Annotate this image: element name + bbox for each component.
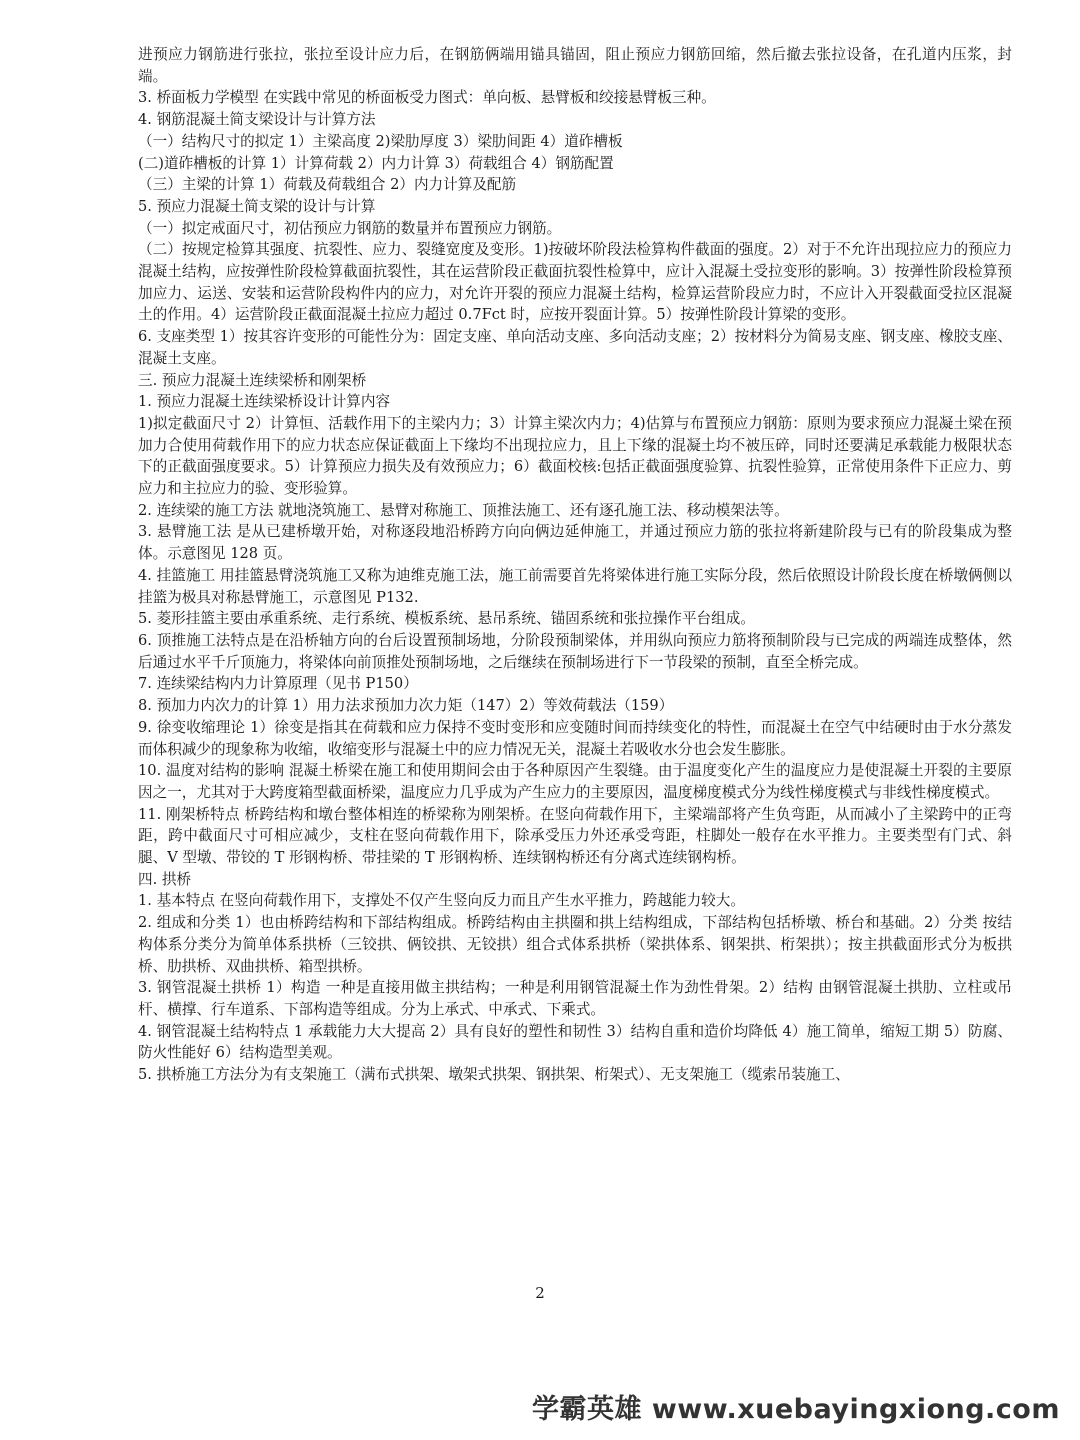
- paragraph: （一）拟定戒面尺寸，初估预应力钢筋的数量并布置预应力钢筋。: [138, 219, 562, 237]
- paragraph: 10. 温度对结构的影响 混凝土桥梁在施工和使用期间会由于各种原因产生裂缝。由于温度变化产生的温度应力是使混凝土开裂的主要原因之一，尤其对于大跨度箱型截面桥梁，温度应力几乎成为产生应力的主要原因，温度梯度模式分为线性梯度模式与非线性梯度模式。: [138, 762, 1012, 801]
- paragraph: 9. 徐变收缩理论 1）徐变是指其在荷载和应力保持不变时变形和应变随时间而持续变化的特性，而混凝土在空气中结硬时由于水分蒸发而体积减少的现象称为收缩，收缩变形与混凝土中的应力情况无关，混凝土若吸收水分也会发生膨胀。: [138, 718, 1012, 758]
- paragraph: 11. 刚架桥特点 桥跨结构和墩台整体相连的桥梁称为刚架桥。在竖向荷载作用下，主梁端部将产生负弯距，从而减小了主梁跨中的正弯距，跨中截面尺寸可相应减少，支柱在竖向荷载作用下，除承受压力外还承受弯距，柱脚处一般存在水平推力。主要类型有门式、斜腿、V 型墩、带铰的 T 形钢构桥、带挂梁的 T 形钢构桥、连续钢构桥还有分离式连续钢构桥。: [138, 805, 1012, 867]
- paragraph: 5. 菱形挂篮主要由承重系统、走行系统、模板系统、悬吊系统、锚固系统和张拉操作平台组成。: [138, 610, 755, 628]
- paragraph: 4. 钢管混凝土结构特点 1 承载能力大大提高 2）具有良好的塑性和韧性 3）结构自重和造价均降低 4）施工简单，缩短工期 5）防腐、防火性能好 6）结构造型美观。: [138, 1022, 1012, 1062]
- paragraph: 8. 预加力内次力的计算 1）用力法求预加力次力矩（147）2）等效荷载法（159）: [138, 697, 674, 715]
- paragraph: 5. 预应力混凝土简支梁的设计与计算: [138, 197, 376, 215]
- paragraph: 4. 挂篮施工 用挂篮悬臂浇筑施工又称为迪维克施工法，施工前需要首先将梁体进行施工实际分段，然后依照设计阶段长度在桥墩俩侧以挂篮为极具对称悬臂施工，示意图见 P132.: [138, 566, 1012, 606]
- paragraph: (二)道砟槽板的计算 1）计算荷载 2）内力计算 3）荷载组合 4）钢筋配置: [138, 154, 614, 172]
- site-watermark: 学霸英雄 www.xuebayingxiong.com: [531, 1394, 1060, 1425]
- paragraph: 1. 基本特点 在竖向荷载作用下，支撑处不仅产生竖向反力而且产生水平推力，跨越能力较大。: [138, 892, 745, 910]
- paragraph: （一）结构尺寸的拟定 1）主梁高度 2)梁肋厚度 3）梁肋间距 4）道砟槽板: [138, 132, 623, 150]
- page-body: [138, 44, 1012, 1086]
- paragraph: 2. 连续梁的施工方法 就地浇筑施工、悬臂对称施工、顶推法施工、还有逐孔施工法、移动模架法等。: [138, 501, 789, 519]
- paragraph: 6. 顶推施工法特点是在沿桥轴方向的台后设置预制场地，分阶段预制梁体，并用纵向预应力筋将预制阶段与已完成的两端连成整体，然后通过水平千斤顶施力，将梁体向前顶推处预制场地，之后继续在预制场进行下一节段梁的预制，直至全桥完成。: [138, 631, 1012, 671]
- paragraph: 四. 拱桥: [138, 870, 192, 888]
- paragraph: 6. 支座类型 1）按其容许变形的可能性分为：固定支座、单向活动支座、多向活动支座；2）按材料分为简易支座、钢支座、橡胶支座、混凝土支座。: [138, 328, 1012, 367]
- paragraph: 1. 预应力混凝土连续梁桥设计计算内容: [138, 393, 391, 411]
- paragraph: 3. 悬臂施工法 是从已建桥墩开始，对称逐段地沿桥跨方向向俩边延伸施工，并通过预应力筋的张拉将新建阶段与已有的阶段集成为整体。示意图见 128 页。: [138, 523, 1012, 563]
- paragraph: 5. 拱桥施工方法分为有支架施工（满布式拱架、墩架式拱架、钢拱架、桁架式）、无支架施工（缆索吊装施工、: [138, 1066, 850, 1084]
- paragraph: 进预应力钢筋进行张拉，张拉至设计应力后，在钢筋俩端用锚具锚固，阻止预应力钢筋回缩，然后撤去张拉设备，在孔道内压浆，封端。: [138, 46, 1012, 85]
- paragraph: 3. 桥面板力学模型 在实践中常见的桥面板受力图式：单向板、悬臂板和绞接悬臂板三种。: [138, 89, 716, 107]
- paragraph: 7. 连续梁结构内力计算原理（见书 P150）: [138, 675, 418, 693]
- paragraph: （二）按规定检算其强度、抗裂性、应力、裂缝宽度及变形。1)按破坏阶段法检算构件截面的强度。2）对于不允许出现拉应力的预应力混凝土结构，应按弹性阶段检算截面抗裂性，其在运营阶段正截面抗裂性检算中，应计入混凝土受拉变形的影响。3）按弹性阶段检算预加应力、运送、安装和运营阶段构件内的应力，对允许开裂的预应力混凝土结构，检算运营阶段应力时，不应计入开裂截面受拉区混凝土的作用。4）运营阶段正截面混凝土拉应力超过 0.7Fct 时，应按开裂面计算。5）按弹性阶段计算梁的变形。: [138, 241, 1012, 324]
- paragraph: 三. 预应力混凝土连续梁桥和刚架桥: [138, 371, 367, 389]
- paragraph: （三）主梁的计算 1）荷载及荷载组合 2）内力计算及配筋: [138, 176, 517, 194]
- page-number: 2: [535, 1284, 545, 1302]
- paragraph: 1)拟定截面尺寸 2）计算恒、活载作用下的主梁内力；3）计算主梁次内力；4)估算与布置预应力钢筋：原则为要求预应力混凝土梁在预加力合使用荷载作用下的应力状态应保证截面上下缘均不出现拉应力，且上下缘的混凝土均不被压碎，同时还要满足承载能力极限状态下的正截面强度要求。5）计算预应力损失及有效预应力；6）截面校核:包括正截面强度验算、抗裂性验算，正常使用条件下正应力、剪应力和主拉应力的验、变形验算。: [138, 414, 1012, 498]
- paragraph: 3. 钢管混凝土拱桥 1）构造 一种是直接用做主拱结构；一种是利用钢管混凝土作为劲性骨架。2）结构 由钢管混凝土拱肋、立柱或吊杆、横撑、行车道系、下部构造等组成。分为上承式、中承式、下乘式。: [138, 979, 1012, 1018]
- paragraph: 4. 钢筋混凝土简支梁设计与计算方法: [138, 111, 376, 129]
- paragraph: 2. 组成和分类 1）也由桥跨结构和下部结构组成。桥跨结构由主拱圈和拱上结构组成，下部结构包括桥墩、桥台和基础。2）分类 按结构体系分类分为简单体系拱桥（三铰拱、俩铰拱、无铰拱）组合式体系拱桥（梁拱体系、钢架拱、桁架拱）；按主拱截面形式分为板拱桥、肋拱桥、双曲拱桥、箱型拱桥。: [138, 914, 1012, 975]
